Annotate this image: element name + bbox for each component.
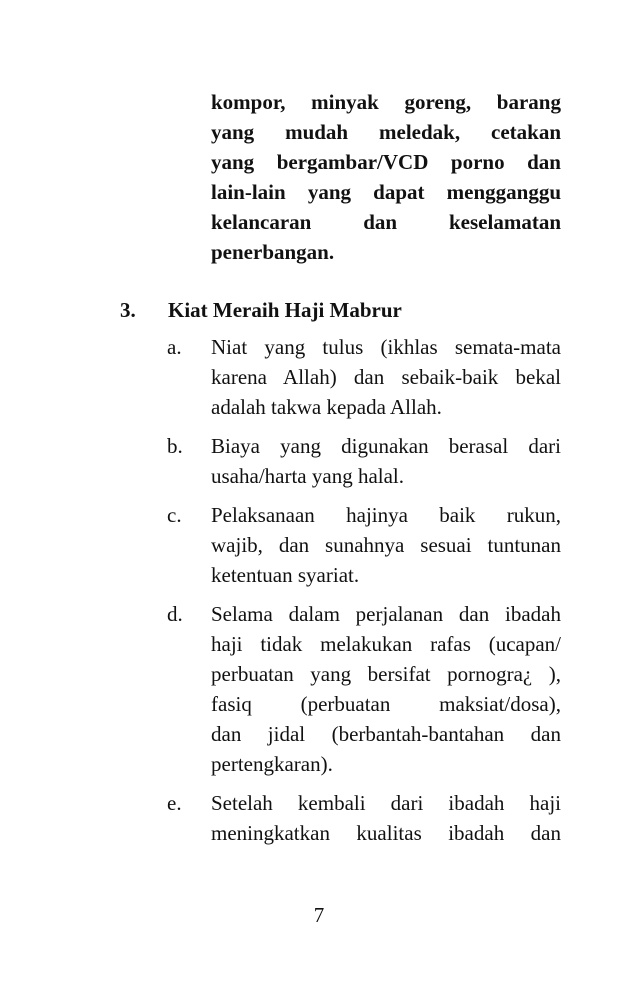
item-text	[211, 500, 561, 590]
text-line: ketentuan syariat.	[211, 563, 360, 587]
text-line: kompor, minyak goreng, barang	[211, 90, 561, 114]
section-heading	[120, 295, 565, 325]
text-line: Setelah kembali dari ibadah haji	[211, 791, 561, 815]
text-line: meningkatkan kualitas ibadah dan	[211, 821, 561, 845]
item-marker: b.	[167, 434, 183, 458]
list-item-c	[120, 500, 565, 590]
text-line: adalah takwa kepada Allah.	[211, 395, 442, 419]
section-title: Kiat Meraih Haji Mabrur	[168, 298, 402, 322]
item-text	[211, 788, 561, 848]
list-item-e	[120, 788, 565, 848]
text-line: karena Allah) dan sebaik-baik bekal	[211, 365, 561, 389]
continued-item-text	[211, 87, 561, 267]
item-text	[211, 431, 561, 491]
item-list	[120, 332, 565, 857]
text-line: dan jidal (berbantah-bantahan dan	[211, 722, 561, 746]
text-line: Niat yang tulus (ikhlas semata-mata	[211, 335, 561, 359]
text-line: Pelaksanaan hajinya baik rukun,	[211, 503, 561, 527]
text-line: lain-lain yang dapat mengganggu	[211, 180, 561, 204]
list-item-b	[120, 431, 565, 491]
text-line: usaha/harta yang halal.	[211, 464, 404, 488]
item-text	[211, 599, 561, 779]
text-line: yang bergambar/VCD porno dan	[211, 150, 561, 174]
text-line: perbuatan yang bersifat pornogra¿ ),	[211, 662, 561, 686]
item-marker: e.	[167, 791, 182, 815]
text-line: wajib, dan sunahnya sesuai tuntunan	[211, 533, 561, 557]
text-line: Biaya yang digunakan berasal dari	[211, 434, 561, 458]
text-line: pertengkaran).	[211, 752, 333, 776]
item-marker: c.	[167, 503, 182, 527]
item-text	[211, 332, 561, 422]
text-line: yang mudah meledak, cetakan	[211, 120, 561, 144]
section-number: 3.	[120, 298, 136, 322]
item-marker: a.	[167, 335, 182, 359]
text-line: fasiq (perbuatan maksiat/dosa),	[211, 692, 561, 716]
text-line: Selama dalam perjalanan dan ibadah	[211, 602, 561, 626]
list-item-a	[120, 332, 565, 422]
text-line: haji tidak melakukan rafas (ucapan/	[211, 632, 561, 656]
item-marker: d.	[167, 602, 183, 626]
text-line: kelancaran dan keselamatan	[211, 210, 561, 234]
section-kiat-meraih-haji-mabrur	[120, 295, 565, 845]
list-item-d	[120, 599, 565, 779]
page-number: 7	[313, 903, 325, 927]
text-line: penerbangan.	[211, 240, 335, 264]
